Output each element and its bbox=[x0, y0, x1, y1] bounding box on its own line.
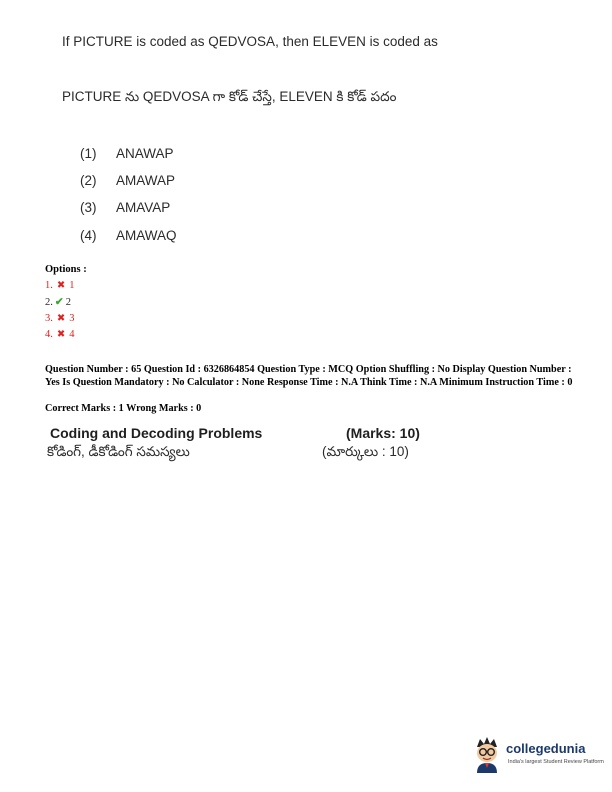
option-1 bbox=[45, 280, 75, 291]
choice-number: (3) bbox=[80, 200, 97, 215]
question-english: If PICTURE is coded as QEDVOSA, then ELEVEN is coded as bbox=[62, 34, 438, 49]
cross-icon: ✖ bbox=[56, 329, 66, 340]
marks-info: Correct Marks : 1 Wrong Marks : 0 bbox=[45, 403, 202, 414]
question-telugu: PICTURE ను QEDVOSA గా కోడ్ చేస్తే, ELEVEN కి కోడ్ పదం bbox=[62, 89, 397, 104]
logo-name: collegedunia bbox=[506, 741, 586, 756]
option-4 bbox=[45, 329, 75, 340]
check-icon: ✔ bbox=[54, 297, 64, 308]
option-value: 2 bbox=[65, 297, 71, 308]
option-value: 4 bbox=[69, 329, 75, 340]
option-index: 1. bbox=[45, 280, 53, 291]
option-index: 3. bbox=[45, 313, 53, 324]
cross-icon: ✖ bbox=[56, 313, 66, 324]
option-3 bbox=[45, 313, 75, 324]
choice-number: (4) bbox=[80, 228, 97, 243]
choice-text: AMAWAP bbox=[116, 173, 176, 188]
options-title: Options : bbox=[45, 264, 87, 275]
option-index: 4. bbox=[45, 329, 53, 340]
option-value: 1 bbox=[69, 280, 75, 291]
section-marks-english: (Marks: 10) bbox=[346, 425, 420, 441]
section-title-telugu: కోడింగ్, డీకోడింగ్ సమస్యలు bbox=[47, 444, 190, 459]
choice-text: AMAWAQ bbox=[116, 228, 177, 243]
choice-number: (1) bbox=[80, 146, 97, 161]
choice-4 bbox=[80, 228, 177, 243]
option-value: 3 bbox=[69, 313, 75, 324]
logo-tagline: India's largest Student Review Platform bbox=[508, 759, 604, 765]
section-title-english: Coding and Decoding Problems bbox=[50, 425, 263, 441]
cross-icon: ✖ bbox=[56, 280, 66, 291]
choice-2 bbox=[80, 173, 175, 188]
choice-text: AMAVAP bbox=[116, 200, 171, 215]
collegedunia-logo bbox=[470, 735, 605, 775]
option-index: 2. bbox=[45, 297, 53, 308]
mascot-icon bbox=[470, 735, 504, 775]
choice-3 bbox=[80, 200, 170, 215]
question-details: Question Number : 65 Question Id : 6326864854 Question Type : MCQ Option Shuffling : No Display Question Number : Yes Is Question Mandatory : No Calculator : None Response Time : N.A Think Time : N.A Minimum Instruction Time : 0 bbox=[45, 364, 573, 388]
option-2 bbox=[45, 296, 71, 308]
choice-number: (2) bbox=[80, 173, 97, 188]
choice-1 bbox=[80, 146, 174, 161]
choice-text: ANAWAP bbox=[116, 146, 174, 161]
section-marks-telugu: (మార్కులు : 10) bbox=[322, 444, 409, 459]
